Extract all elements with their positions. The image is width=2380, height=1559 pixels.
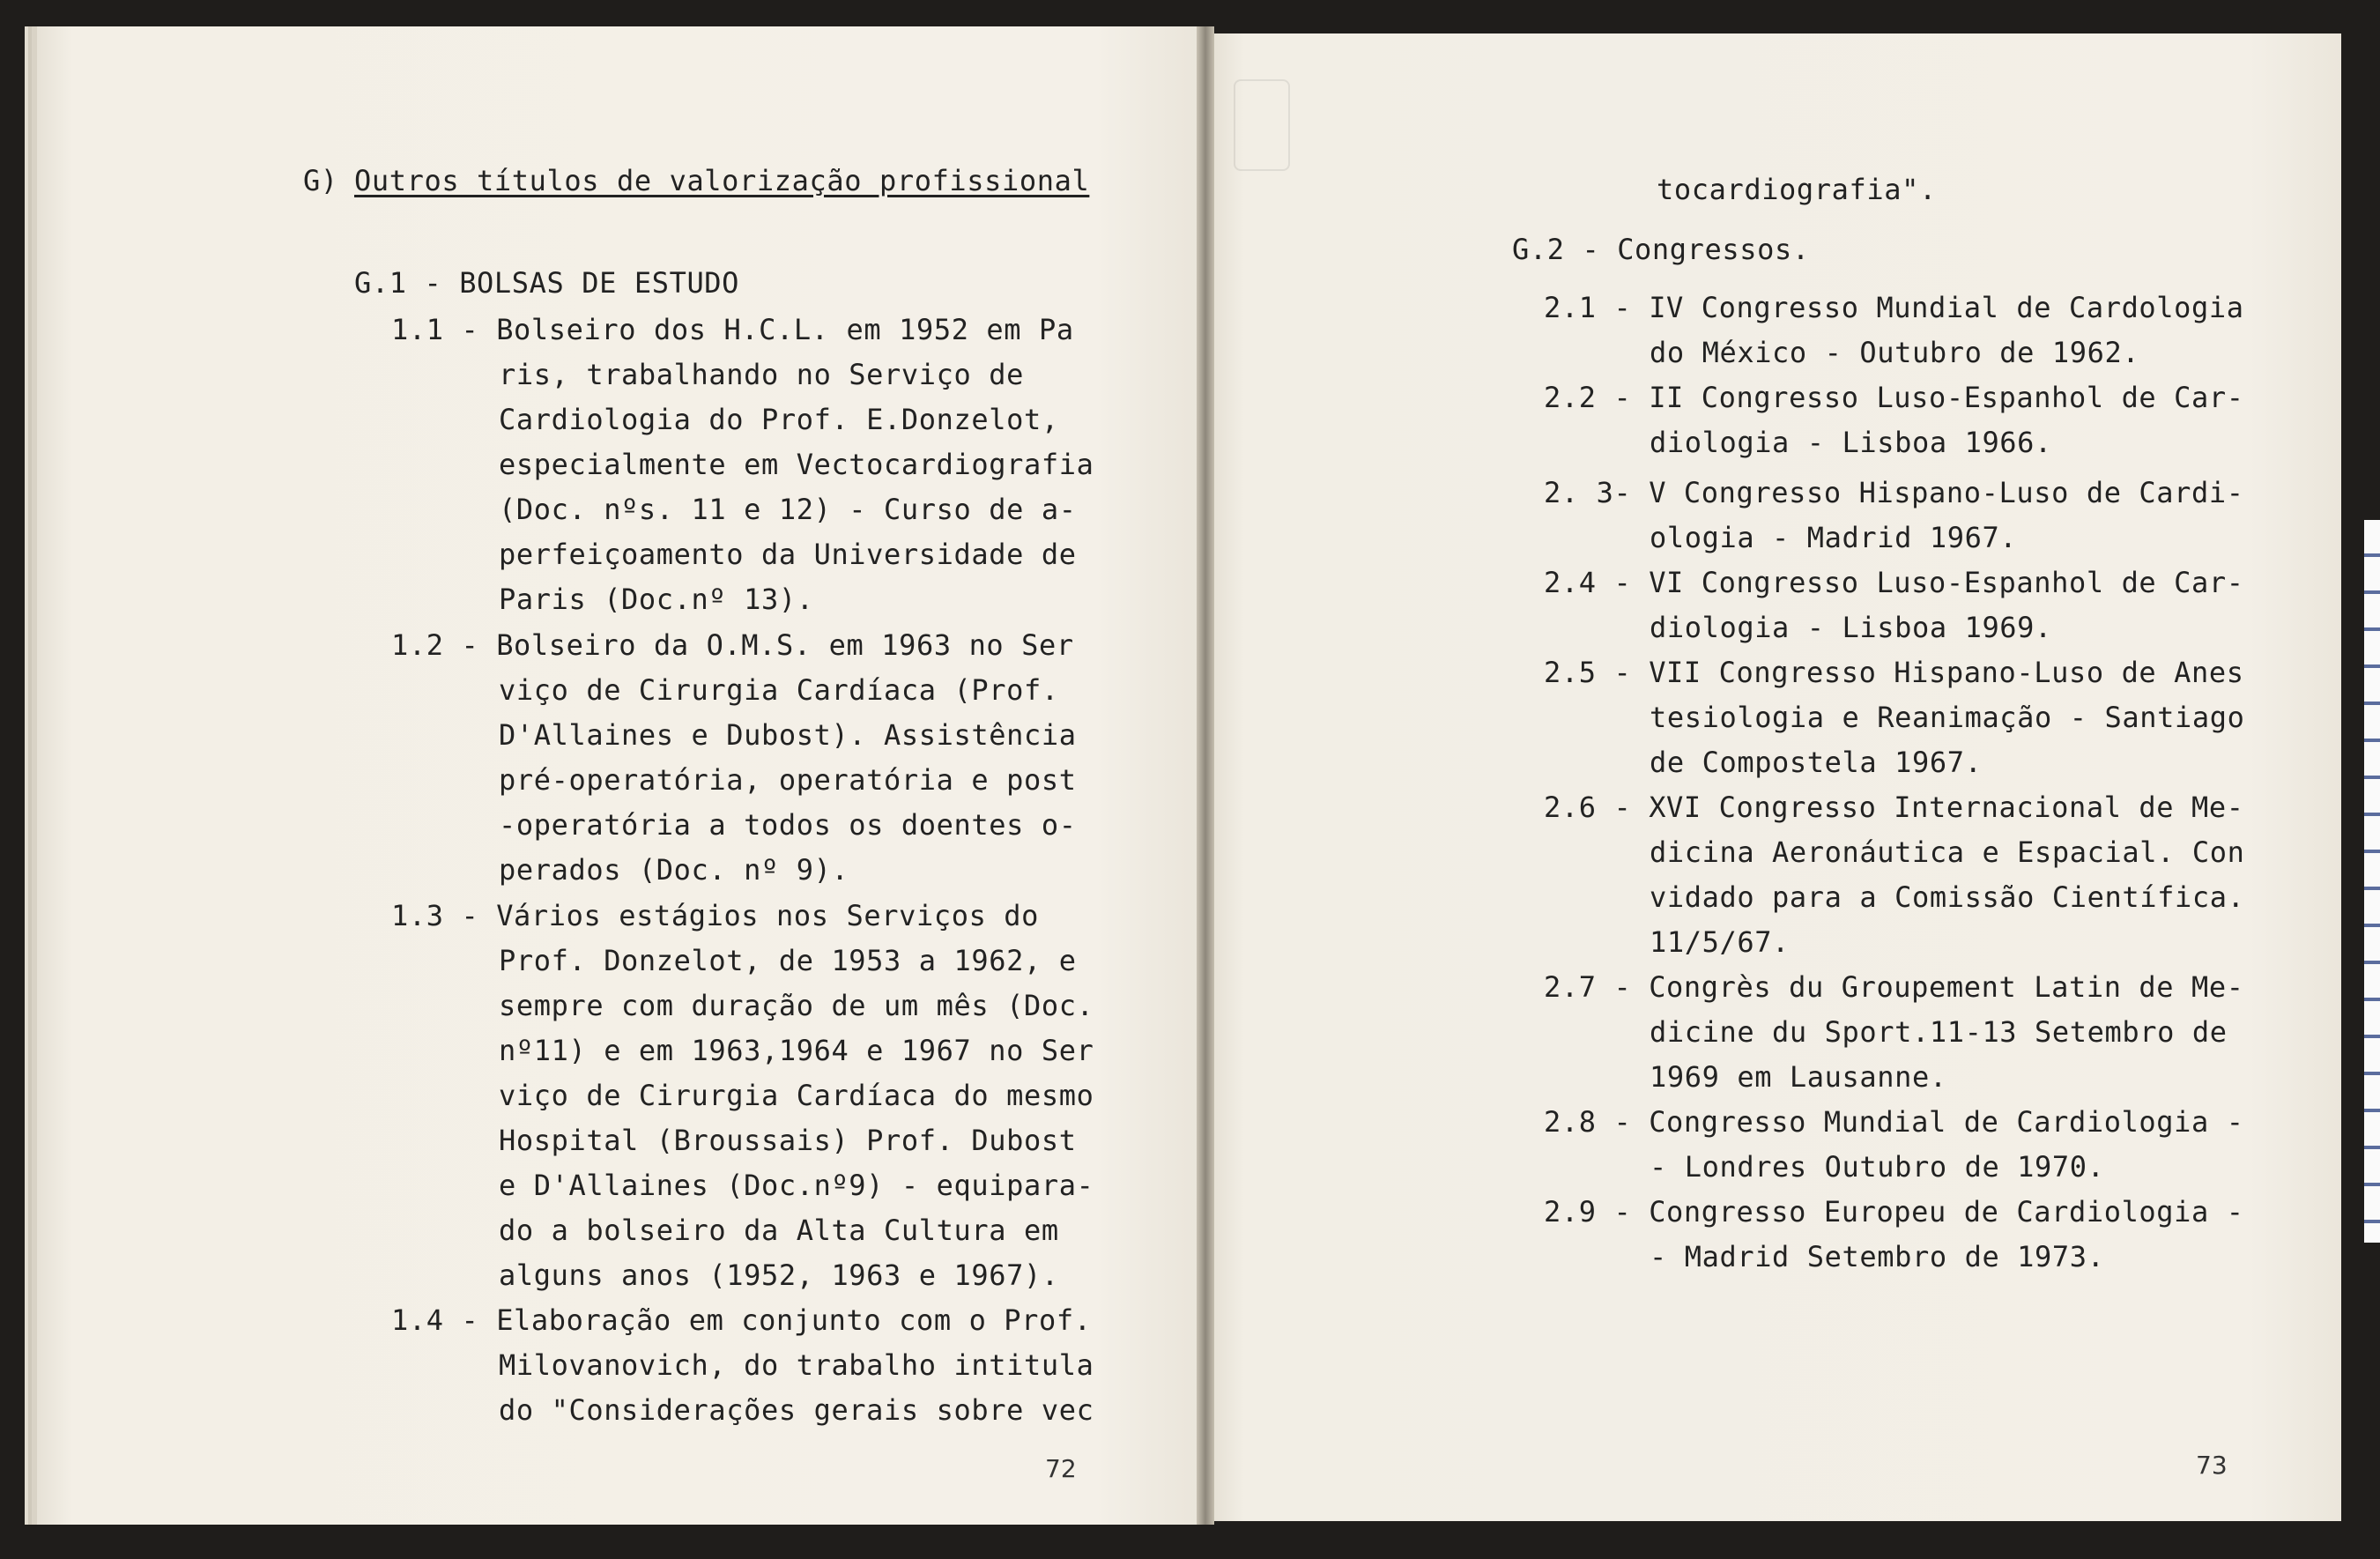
text-line: 2.4 - VI Congresso Luso-Espanhol de Car- <box>1544 566 2244 599</box>
text-line: dicina Aeronáutica e Espacial. Con <box>1650 835 2245 869</box>
section-g2-title: G.2 - Congressos. <box>1512 233 1810 266</box>
text-line: sempre com duração de um mês (Doc. <box>499 989 1094 1022</box>
text-line: viço de Cirurgia Cardíaca (Prof. <box>499 673 1059 707</box>
section-g1-title: G.1 - BOLSAS DE ESTUDO <box>354 266 740 300</box>
text-line: Milovanovich, do trabalho intitula <box>499 1348 1094 1382</box>
text-line: - Londres Outubro de 1970. <box>1650 1150 2105 1184</box>
text-line: 2.1 - IV Congresso Mundial de Cardologia <box>1544 291 2244 324</box>
heading-title: Outros títulos de valorização profissional <box>354 164 1090 197</box>
text-line: D'Allaines e Dubost). Assistência <box>499 718 1077 752</box>
page-number-right: 73 <box>2196 1451 2228 1480</box>
text-line: 2.5 - VII Congresso Hispano-Luso de Anes <box>1544 656 2244 689</box>
text-line: -operatória a todos os doentes o- <box>499 808 1077 842</box>
text-line: tesiologia e Reanimação - Santiago <box>1650 701 2245 734</box>
text-line: perfeiçoamento da Universidade de <box>499 538 1077 571</box>
text-line: nº11) e em 1963,1964 e 1967 no Ser <box>499 1034 1094 1067</box>
text-line: viço de Cirurgia Cardíaca do mesmo <box>499 1079 1094 1112</box>
text-line: do "Considerações gerais sobre vec <box>499 1393 1094 1427</box>
text-line: diologia - Lisboa 1966. <box>1650 426 2052 459</box>
text-line: 1.4 - Elaboração em conjunto com o Prof. <box>391 1303 1092 1337</box>
text-line: perados (Doc. nº 9). <box>499 853 849 887</box>
page-number-left: 72 <box>1045 1454 1077 1483</box>
text-line: 11/5/67. <box>1650 925 1790 959</box>
text-line: vidado para a Comissão Científica. <box>1650 880 2245 914</box>
text-line: do a bolseiro da Alta Cultura em <box>499 1214 1059 1247</box>
text-line: - Madrid Setembro de 1973. <box>1650 1240 2105 1273</box>
text-line: diologia - Lisboa 1969. <box>1650 611 2052 644</box>
text-line: 2. 3- V Congresso Hispano-Luso de Cardi- <box>1544 476 2244 509</box>
text-line: alguns anos (1952, 1963 e 1967). <box>499 1258 1059 1292</box>
heading-label: G) <box>303 164 338 197</box>
text-line: 1.1 - Bolseiro dos H.C.L. em 1952 em Pa <box>391 313 1074 346</box>
text-line: 1.2 - Bolseiro da O.M.S. em 1963 no Ser <box>391 628 1074 662</box>
text-line: 2.6 - XVI Congresso Internacional de Me- <box>1544 791 2244 824</box>
text-line: Cardiologia do Prof. E.Donzelot, <box>499 403 1059 436</box>
text-line: 2.7 - Congrès du Groupement Latin de Me- <box>1544 970 2244 1004</box>
text-line: Hospital (Broussais) Prof. Dubost <box>499 1124 1077 1157</box>
text-line: especialmente em Vectocardiografia <box>499 448 1094 481</box>
color-scale-strip <box>2364 520 2380 1243</box>
text-line: 1.3 - Vários estágios nos Serviços do <box>391 899 1040 932</box>
text-line: pré-operatória, operatória e post <box>499 763 1077 797</box>
text-line: 2.9 - Congresso Europeu de Cardiologia - <box>1544 1195 2244 1229</box>
book-gutter <box>1197 26 1214 1525</box>
text-line: Prof. Donzelot, de 1953 a 1962, e <box>499 944 1077 977</box>
text-line: de Compostela 1967. <box>1650 746 1983 779</box>
text-line: do México - Outubro de 1962. <box>1650 336 2140 369</box>
text-line: 2.2 - II Congresso Luso-Espanhol de Car- <box>1544 381 2244 414</box>
text-line: ologia - Madrid 1967. <box>1650 521 2018 554</box>
text-line: e D'Allaines (Doc.nº9) - equipara- <box>499 1169 1094 1202</box>
text-line: 1969 em Lausanne. <box>1650 1060 1947 1094</box>
text-line: tocardiografia". <box>1657 173 1937 206</box>
text-line: 2.8 - Congresso Mundial de Cardiologia - <box>1544 1105 2244 1139</box>
text-line: (Doc. nºs. 11 e 12) - Curso de a- <box>499 493 1077 526</box>
text-line: Paris (Doc.nº 13). <box>499 583 814 616</box>
show-through-mark <box>1234 79 1290 171</box>
text-line: ris, trabalhando no Serviço de <box>499 358 1024 391</box>
text-line: dicine du Sport.11-13 Setembro de <box>1650 1015 2228 1049</box>
